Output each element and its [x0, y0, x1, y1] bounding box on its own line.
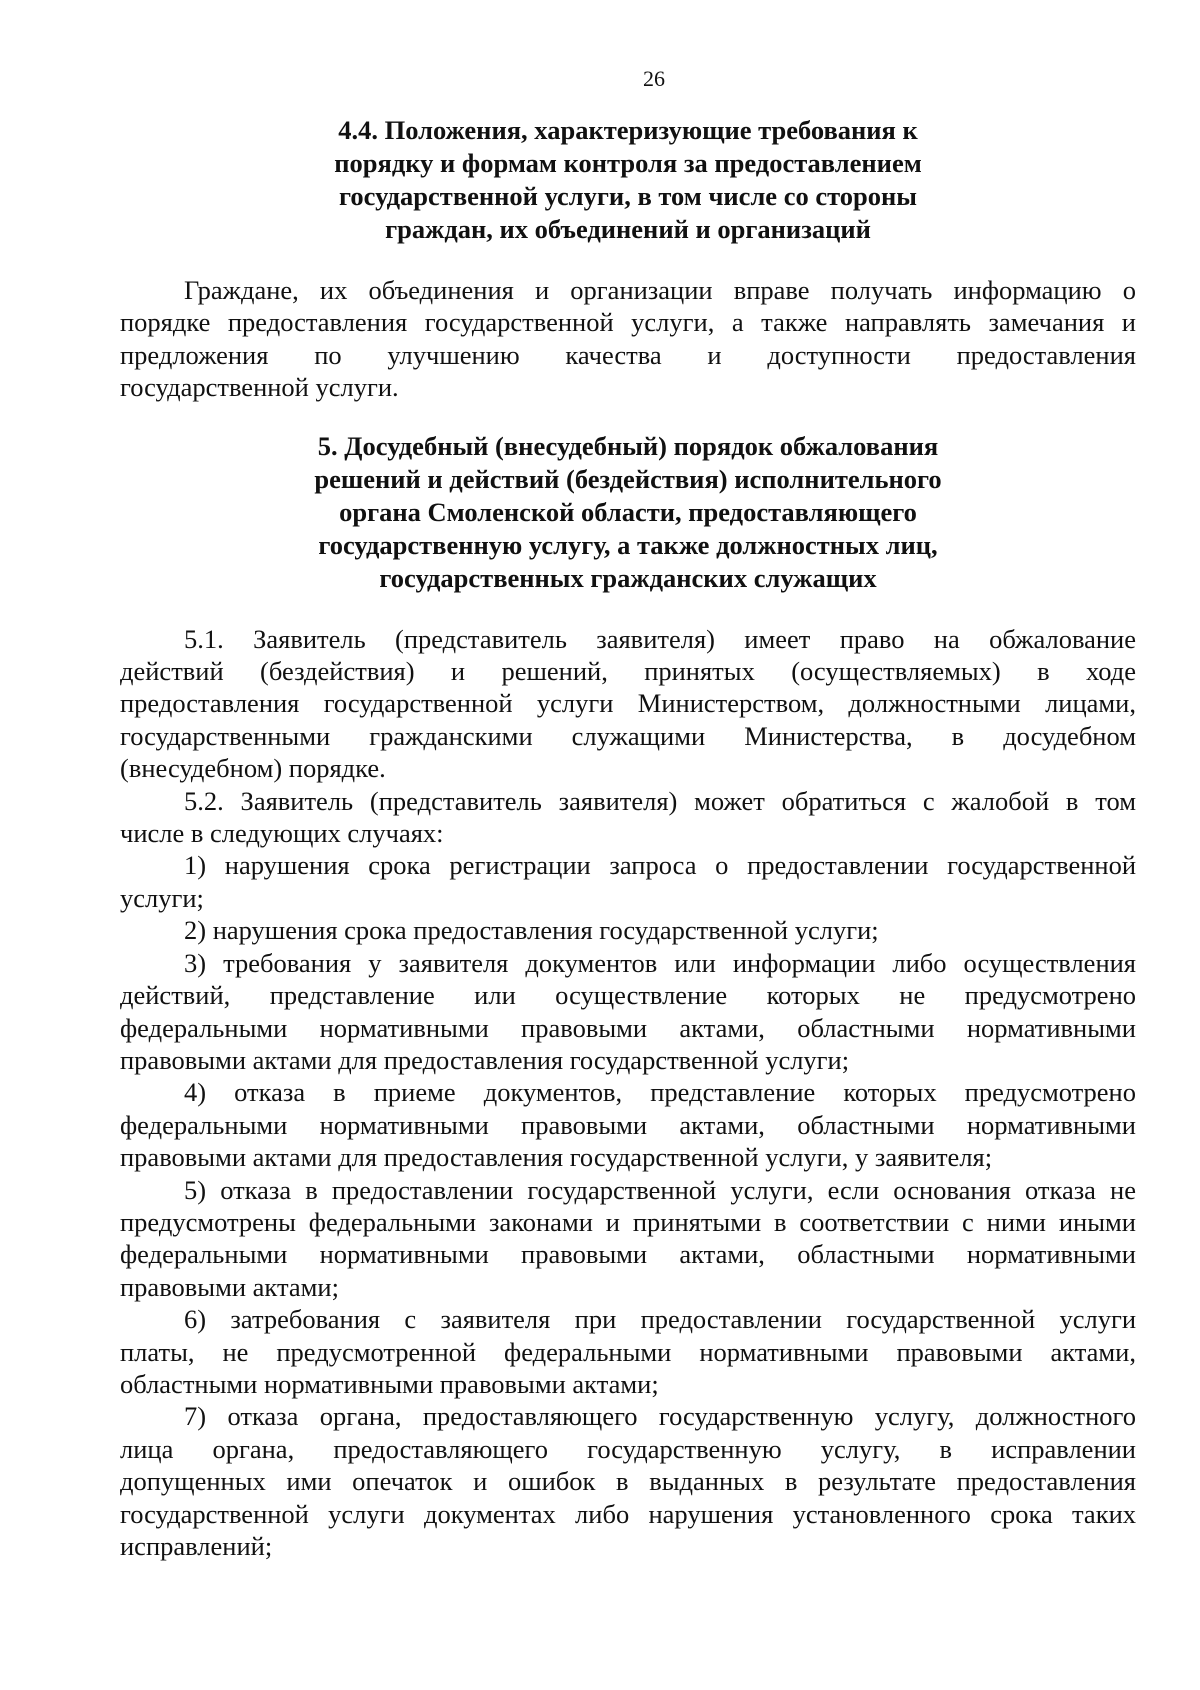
text-line: 7) отказа органа, предоставляющего государственную услугу, должностного: [184, 1401, 1136, 1432]
text-line: 2) нарушения срока предоставления государственной услуги;: [184, 915, 879, 946]
list-item-2: [120, 914, 1136, 946]
text-line: допущенных ими опечаток и ошибок в выданных в результате предоставления: [120, 1466, 1136, 1497]
text-line: 4) отказа в приеме документов, представление которых предусмотрено: [184, 1077, 1136, 1108]
heading-line: государственных гражданских служащих: [379, 562, 877, 593]
text-line: 5) отказа в предоставлении государственной услуги, если основания отказа не: [184, 1174, 1136, 1205]
text-line: 1) нарушения срока регистрации запроса о предоставлении государственной: [184, 850, 1136, 881]
text-line: областными нормативными правовыми актами;: [120, 1368, 659, 1399]
page-number: 26: [643, 66, 665, 91]
heading-line: решений и действий (бездействия) исполнительного: [314, 463, 942, 494]
text-line: 3) требования у заявителя документов или информации либо осуществления: [184, 947, 1136, 978]
text-line: государственной услуги.: [120, 372, 399, 403]
list-item-3: [120, 947, 1136, 1077]
text-line: услуги;: [120, 882, 204, 913]
text-line: государственными гражданскими служащими Министерства, в досудебном: [120, 720, 1136, 751]
text-line: правовыми актами для предоставления государственной услуги;: [120, 1044, 850, 1075]
text-line: государственной услуги документах либо нарушения установленного срока таких: [120, 1498, 1136, 1529]
list-item-6: [120, 1303, 1136, 1400]
text-line: порядке предоставления государственной услуги, а также направлять замечания и: [120, 307, 1136, 338]
text-line: лица органа, предоставляющего государственную услугу, в исправлении: [120, 1433, 1136, 1464]
text-line: 5.2. Заявитель (представитель заявителя) может обратиться с жалобой в том: [184, 785, 1136, 816]
paragraph-5-1: [120, 623, 1136, 785]
text-line: 6) затребования с заявителя при предоставлении государственной услуги: [184, 1304, 1136, 1335]
section-5-heading: [120, 430, 1136, 595]
text-line: действий, представление или осуществление которых не предусмотрено: [120, 980, 1136, 1011]
text-line: Граждане, их объединения и организации вправе получать информацию о: [184, 275, 1136, 305]
text-line: правовыми актами для предоставления государственной услуги, у заявителя;: [120, 1142, 993, 1173]
heading-line: 4.4. Положения, характеризующие требования к: [338, 115, 918, 145]
text-line: исправлений;: [120, 1531, 273, 1561]
heading-line: государственную услугу, а также должностных лиц,: [318, 529, 938, 560]
text-line: федеральными нормативными правовыми актами, областными нормативными: [120, 1239, 1136, 1270]
text-line: предусмотрены федеральными законами и принятыми в соответствии с ними иными: [120, 1206, 1136, 1237]
text-line: правовыми актами;: [120, 1271, 339, 1302]
section-4-4-heading: [120, 114, 1136, 246]
paragraph-5-2: [120, 785, 1136, 850]
heading-line: порядку и формам контроля за предоставлением: [334, 148, 922, 178]
list-item-4: [120, 1076, 1136, 1173]
document-page: [120, 66, 1136, 1562]
list-item-1: [120, 849, 1136, 914]
text-line: федеральными нормативными правовыми актами, областными нормативными: [120, 1012, 1136, 1043]
section-4-4-paragraph: [120, 274, 1136, 404]
text-line: федеральными нормативными правовыми актами, областными нормативными: [120, 1109, 1136, 1140]
heading-line: органа Смоленской области, предоставляющего: [339, 496, 917, 527]
text-line: предложения по улучшению качества и доступности предоставления: [120, 339, 1136, 370]
heading-line: 5. Досудебный (внесудебный) порядок обжалования: [317, 430, 939, 461]
text-line: (внесудебном) порядке.: [120, 753, 386, 784]
text-line: действий (бездействия) и решений, принятых (осуществляемых) в ходе: [120, 656, 1136, 687]
text-line: 5.1. Заявитель (представитель заявителя) имеет право на обжалование: [184, 623, 1136, 654]
heading-line: граждан, их объединений и организаций: [385, 214, 871, 244]
list-item-7: [120, 1400, 1136, 1562]
text-line: платы, не предусмотренной федеральными нормативными правовыми актами,: [120, 1336, 1136, 1367]
text-line: числе в следующих случаях:: [120, 818, 444, 849]
text-line: предоставления государственной услуги Министерством, должностными лицами,: [120, 688, 1136, 719]
list-item-5: [120, 1174, 1136, 1304]
heading-line: государственной услуги, в том числе со стороны: [339, 181, 917, 211]
